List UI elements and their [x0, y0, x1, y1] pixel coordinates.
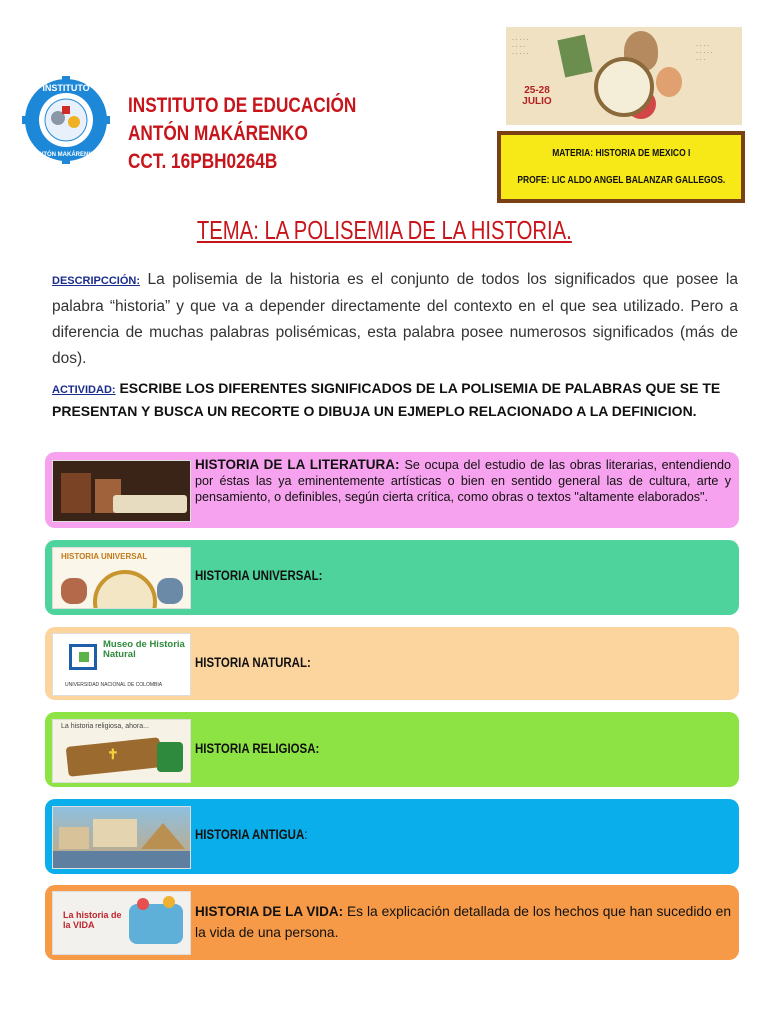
activity-text: ESCRIBE LOS DIFERENTES SIGNIFICADOS DE LA POLISEMIA DE PALABRAS QUE SE TE PRESENTAN Y BUSCA UN RECORTE O DIBUJA UN EJMEPLO RELACIONADO A LA DEFINICION. [52, 380, 721, 419]
card-universal-title-wrap [195, 567, 731, 585]
poster-small-text-left: · · · · · · · · · · · · · · [512, 37, 529, 57]
card-historia-vida [45, 885, 739, 960]
card-historia-literatura [45, 452, 739, 528]
institute-logo [22, 76, 110, 164]
card-natural-title: HISTORIA NATURAL: [195, 655, 311, 670]
poster-child-figure [656, 67, 682, 97]
card-historia-natural [45, 627, 739, 700]
card-historia-antigua [45, 799, 739, 874]
poster-dates: 25-28 JULIO [522, 85, 552, 107]
card-vida-text: HISTORIA DE LA VIDA: Es la explicación detallada de los hechos que han sucedido en la vida de una persona. [195, 904, 731, 940]
museo-historia-natural-logo: Museo de Historia Natural UNIVERSIDAD NACIONAL DE COLOMBIA [52, 633, 191, 696]
historia-vida-image: La historia de la VIDA [52, 891, 191, 955]
poster-book [557, 35, 592, 78]
card-historia-religiosa [45, 712, 739, 787]
description-paragraph [52, 267, 738, 372]
description-text: La polisemia de la historia es el conjunto de todos los significados que posee la palabra “historia” y que va a depender directamente del contexto en el que sea utilizado. Pero a diferencia de muchas palabras polisémicas, esta palabra posee numerosos significados (más de dos). [52, 271, 738, 367]
poster-small-text-right: · · · · · · · · · · · · [696, 43, 713, 63]
teacher-label: PROFE: LIC ALDO ANGEL BALANZAR GALLEGOS. [517, 175, 725, 186]
subject-label: MATERIA: HISTORIA DE MEXICO I [551, 148, 691, 159]
card-literatura-text: HISTORIA DE LA LITERATURA: Se ocupa del estudio de las obras literarias, entendiendo por éstas las ya eminentemente artísticas o bien en sentido general las de cultura, arte y pensamiento, o definibles, según cierta crítica, como obras o textos "altamente elaborados". [195, 457, 732, 504]
institute-line-2: ANTÓN MAKÁRENKO [128, 122, 308, 145]
logo-top-text: INSTITUTO [42, 83, 90, 93]
card-religiosa-title: HISTORIA RELIGIOSA: [195, 741, 320, 756]
card-antigua-title: HISTORIA ANTIGUA: [195, 827, 308, 842]
clock-icon [594, 57, 654, 117]
activity-paragraph [52, 378, 742, 422]
card-natural-title-wrap [195, 654, 731, 672]
topic-title: TEMA: LA POLISEMIA DE LA HISTORIA. [196, 215, 572, 245]
ancient-monuments-image [52, 806, 191, 869]
subject-box [497, 131, 745, 203]
historia-universal-image: HISTORIA UNIVERSAL [52, 547, 191, 609]
institute-name [128, 92, 406, 176]
card-vida-title: HISTORIA DE LA VIDA: [195, 904, 347, 919]
card-historia-universal [45, 540, 739, 615]
card-religiosa-title-wrap [195, 740, 731, 758]
description-label: DESCRIPCCIÓN: [52, 275, 141, 287]
logo-bottom-text: ANTÓN MAKÁRENKO [34, 152, 98, 158]
card-literatura-title: HISTORIA DE LA LITERATURA: [195, 457, 405, 472]
card-antigua-title-wrap [195, 826, 731, 844]
institute-line-3: CCT. 16PBH0264B [128, 150, 278, 173]
card-universal-title: HISTORIA UNIVERSAL: [195, 568, 323, 583]
books-image [52, 460, 191, 522]
religious-book-image: La historia religiosa, ahora... ✝ [52, 719, 191, 783]
event-poster-image [506, 27, 742, 125]
institute-line-1: INSTITUTO DE EDUCACIÓN [128, 94, 357, 117]
activity-label: ACTIVIDAD: [52, 384, 116, 396]
